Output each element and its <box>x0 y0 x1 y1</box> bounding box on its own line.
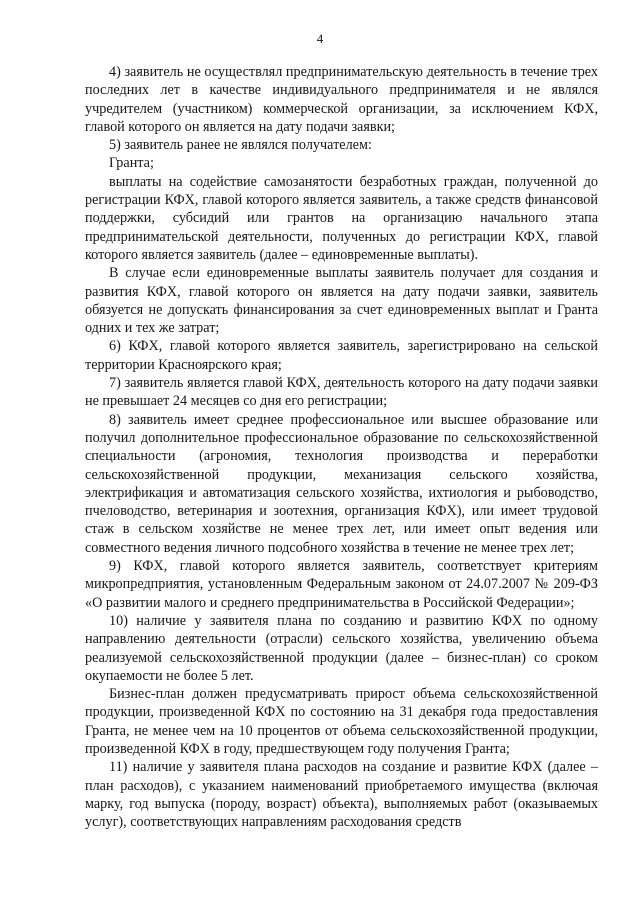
paragraph-item-11: 11) наличие у заявителя плана расходов на создание и развитие КФХ (далее – план расходов), с указанием наименований приобретаемого имущества (включая марку, год выпуска (породу, возраст) объекта), выполняемых работ (оказываемых услуг), соответствующих направлениям расходования средств <box>85 759 598 831</box>
paragraph-item-5: 5) заявитель ранее не являлся получателем: <box>109 137 372 154</box>
paragraph-lump-sum-payments-case: В случае если единовременные выплаты заявитель получает для создания и развития КФХ, главой которого он является на дату подачи заявки, заявитель обязуется не допускать финансирования за счет единовременных выплат и Гранта одних и тех же затрат; <box>85 265 598 337</box>
page-number: 4 <box>316 31 324 46</box>
paragraph-grant: Гранта; <box>109 155 154 172</box>
document-body <box>85 63 598 831</box>
paragraph-item-10: 10) наличие у заявителя плана по созданию и развитию КФХ по одному направлению деятельности (отрасли) сельского хозяйства, увеличению объема реализуемой сельскохозяйственной продукции (далее – бизнес-план) со сроком окупаемости не более 5 лет. <box>85 612 598 684</box>
paragraph-self-employment-payments: выплаты на содействие самозанятости безработных граждан, полученной до регистрации КФХ, главой которого является заявитель, а также средств финансовой поддержки, субсидий или грантов на организацию начального этапа предпринимательской деятельности, полученных до регистрации КФХ, главой которого является заявитель (далее – единовременные выплаты). <box>85 173 598 263</box>
paragraph-item-4: 4) заявитель не осуществлял предпринимательскую деятельность в течение трех последних лет в качестве индивидуального предпринимателя и не являлся учредителем (участником) коммерческой организации, за исключением КФХ, главой которого он является на дату подачи заявки; <box>85 64 598 135</box>
paragraph-item-7: 7) заявитель является главой КФХ, деятельность которого на дату подачи заявки не превышает 24 месяцев со дня его регистрации; <box>85 375 598 410</box>
paragraph-item-8: 8) заявитель имеет среднее профессиональное или высшее образование или получил дополнительное профессиональное образование по сельскохозяйственной специальности (агрономия, технология производства и переработки сельскохозяйственной продукции, механизация сельского хозяйства, электрификация и автоматизация сельского хозяйства, ихтиология и рыбоводство, пчеловодство, ветеринария и зоотехния, организация КФХ), или имеет трудовой стаж в сельском хозяйстве не менее трех лет, или имеет опыт ведения или совместного ведения личного подсобного хозяйства в течение не менее трех лет; <box>85 411 598 556</box>
paragraph-item-6: 6) КФХ, главой которого является заявитель, зарегистрировано на сельской территории Красноярского края; <box>85 338 598 373</box>
paragraph-item-9: 9) КФХ, главой которого является заявитель, соответствует критериям микропредприятия, установленным Федеральным законом от 24.07.2007 № 209-ФЗ «О развитии малого и среднего предпринимательства в Российской Федерации»; <box>85 558 598 611</box>
paragraph-business-plan: Бизнес-план должен предусматривать прирост объема сельскохозяйственной продукции, произведенной КФХ по состоянию на 31 декабря года предоставления Гранта, не менее чем на 10 процентов от объема сельскохозяйственной продукции, произведенной КФХ в году, предшествующем году получения Гранта; <box>85 686 598 757</box>
